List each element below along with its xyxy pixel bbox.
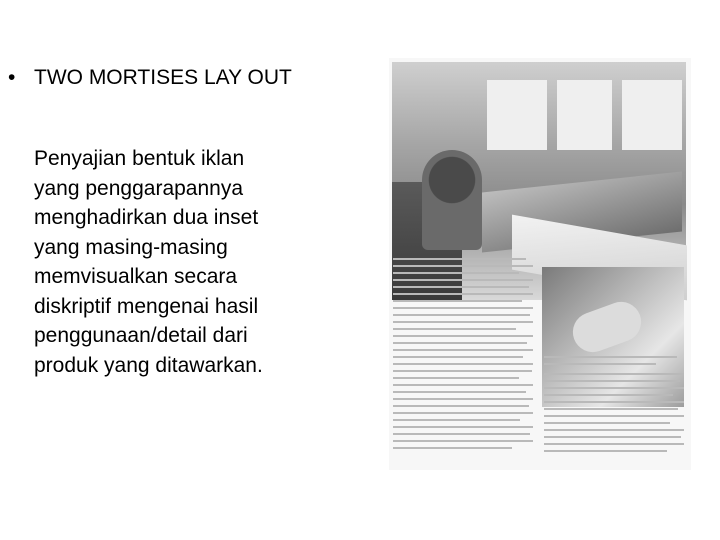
body-line: yang penggarapannya (34, 176, 244, 200)
bullet-text: TWO MORTISES LAY OUT (34, 66, 292, 89)
magazine-page-image (389, 58, 691, 470)
hand-shape (567, 296, 646, 358)
article-text-column-left (393, 258, 533, 454)
bullet-heading (8, 64, 292, 92)
body-line: diskriptif mengenai hasil (34, 294, 259, 318)
window-pane (622, 80, 682, 150)
window-pane (557, 80, 612, 150)
body-line: penggunaan/detail dari (34, 324, 248, 347)
bullet-marker: • (8, 66, 16, 89)
body-line: Penyajian bentuk iklan (34, 147, 245, 170)
body-line: yang masing-masing (34, 235, 228, 259)
woodworker-figure (422, 150, 482, 250)
body-paragraph (34, 144, 384, 380)
body-line: menghadirkan dua inset (34, 206, 259, 229)
window-pane (487, 80, 547, 150)
article-text-column-right (544, 356, 684, 457)
body-line: produk yang ditawarkan. (34, 353, 263, 377)
body-line: memvisualkan secara (34, 265, 238, 288)
